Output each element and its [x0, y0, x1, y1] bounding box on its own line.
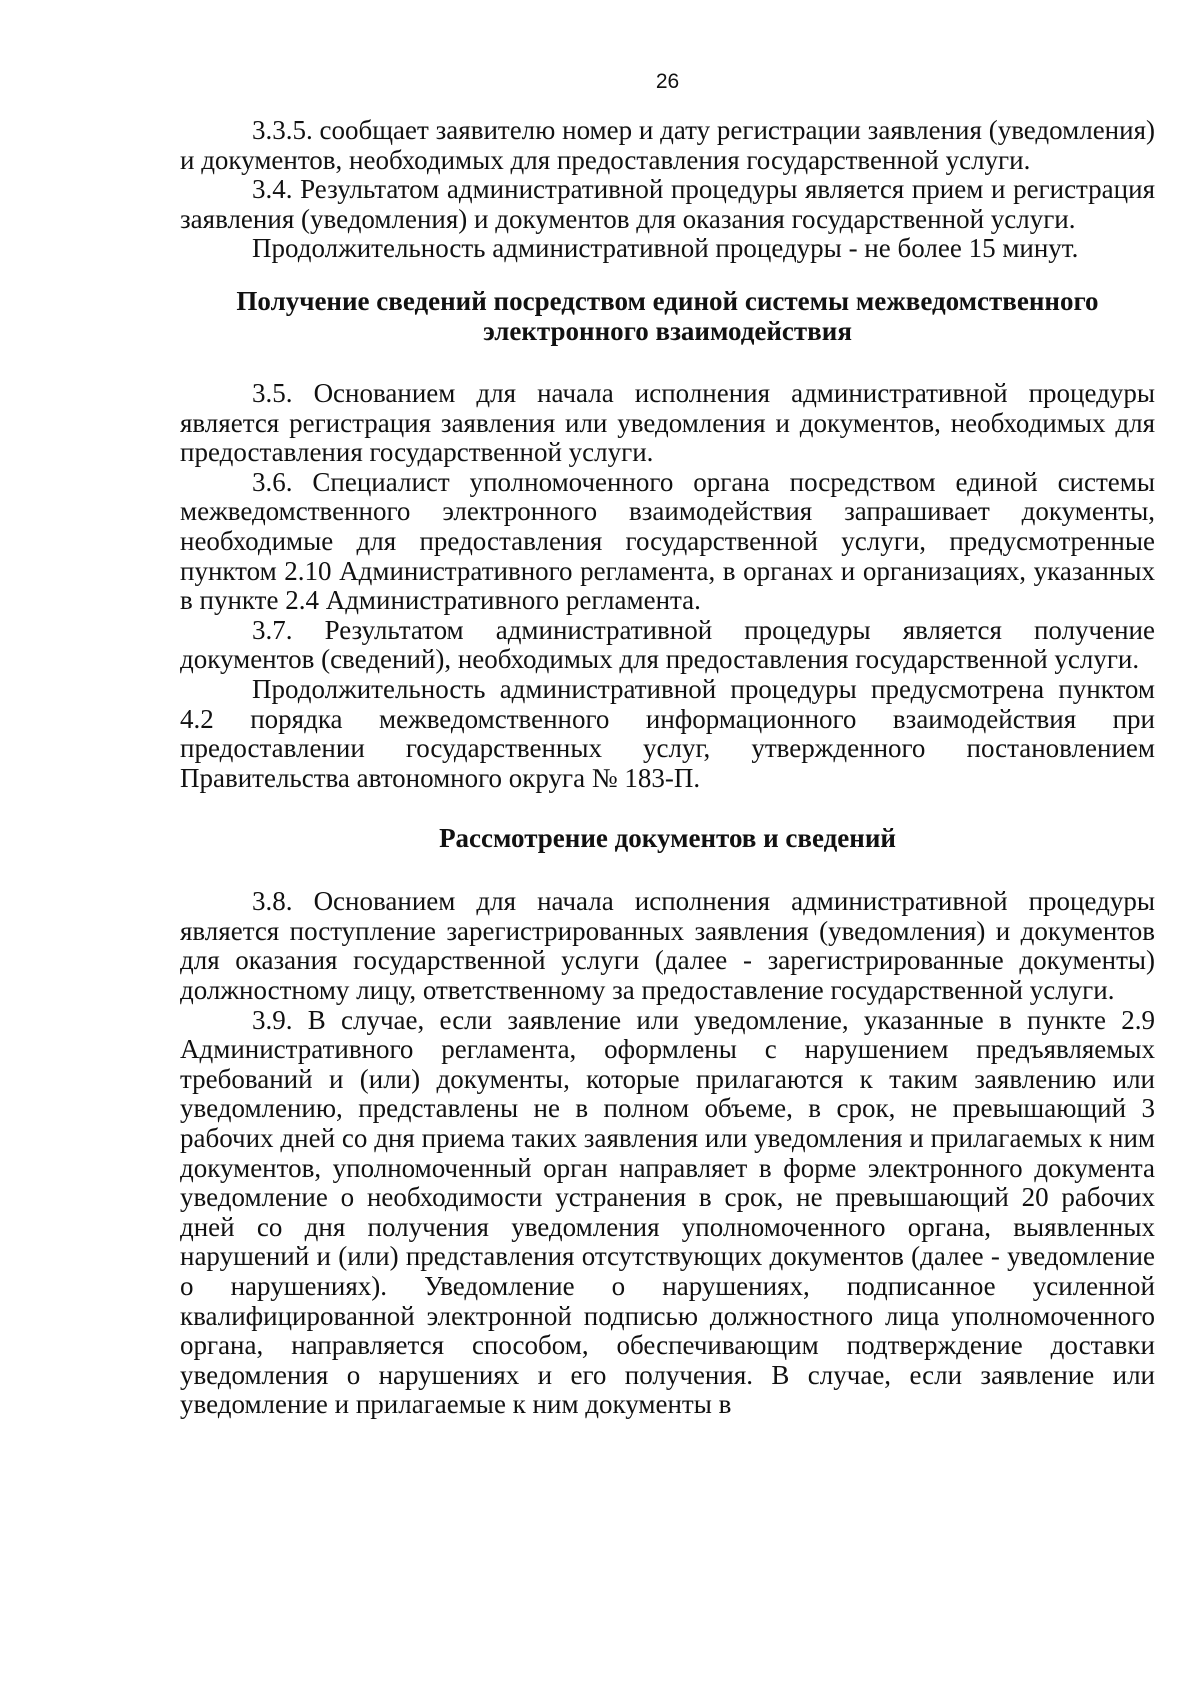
page-number: 26: [655, 70, 680, 93]
paragraph-duration-2: Продолжительность административной процедуры предусмотрена пунктом 4.2 порядка межведомственного информационного взаимодействия при предоставлении государственных услуг, утвержденного постановлением Правительства автономного округа № 183-П.: [180, 673, 1155, 793]
paragraph-3-5: 3.5. Основанием для начала исполнения административной процедуры является регистрация заявления или уведомления и документов, необходимых для предоставления государственной услуги.: [180, 377, 1155, 468]
section-heading-review: Рассмотрение документов и сведений: [439, 823, 896, 854]
paragraph-3-3-5: 3.3.5. сообщает заявителю номер и дату регистрации заявления (уведомления) и документов, необходимых для предоставления государственной услуги.: [180, 115, 1155, 175]
paragraph-3-7: 3.7. Результатом административной процедуры является получение документов (сведений), необходимых для предоставления государственной услуги.: [180, 614, 1155, 675]
spacer: [180, 853, 1155, 887]
spacer: [180, 346, 1155, 379]
spacer: [180, 264, 1155, 286]
document-page: [180, 70, 1155, 1420]
paragraph-3-8: 3.8. Основанием для начала исполнения административной процедуры является поступление зарегистрированных заявления (уведомления) и документов для оказания государственной услуги (далее - зарегистрированные документы) должностному лицу, ответственному за предоставление государственной услуги.: [180, 886, 1155, 1006]
paragraph-3-9: 3.9. В случае, если заявление или уведомление, указанные в пункте 2.9 Административного регламента, оформлены с нарушением предъявляемых требований и (или) документы, которые прилагаются к таким заявлению или уведомлению, представлены не в полном объеме, в срок, не превышающий 3 рабочих дней со дня приема таких заявления или уведомления и прилагаемых к ним документов, уполномоченный орган направляет в форме электронного документа уведомление о необходимости устранения в срок, не превышающий 20 рабочих дней со дня получения уведомления уполномоченного органа, выявленных нарушений и (или) представления отсутствующих документов (далее - уведомление о нарушениях). Уведомление о нарушениях, подписанное усиленной квалифицированной электронной подписью должностного лица уполномоченного органа, направляется способом, обеспечивающим подтверждение доставки уведомления о нарушениях и его получения. В случае, если заявление или уведомление и прилагаемые к ним документы в: [180, 1004, 1155, 1420]
paragraph-3-4: 3.4. Результатом административной процедуры является прием и регистрация заявления (уведомления) и документов для оказания государственной услуги.: [180, 174, 1155, 234]
paragraph-3-6: 3.6. Специалист уполномоченного органа посредством единой системы межведомственного электронного взаимодействия запрашивает документы, необходимые для предоставления государственной услуги, предусмотренные пунктом 2.10 Административного регламента, в органах и организациях, указанных в пункте 2.4 Административного регламента.: [180, 466, 1155, 616]
paragraph-duration-1: Продолжительность административной процедуры - не более 15 минут.: [252, 233, 1079, 264]
section-heading-interagency: Получение сведений посредством единой системы межведомственного электронного взаимодействия: [236, 285, 1099, 346]
spacer: [180, 793, 1155, 823]
